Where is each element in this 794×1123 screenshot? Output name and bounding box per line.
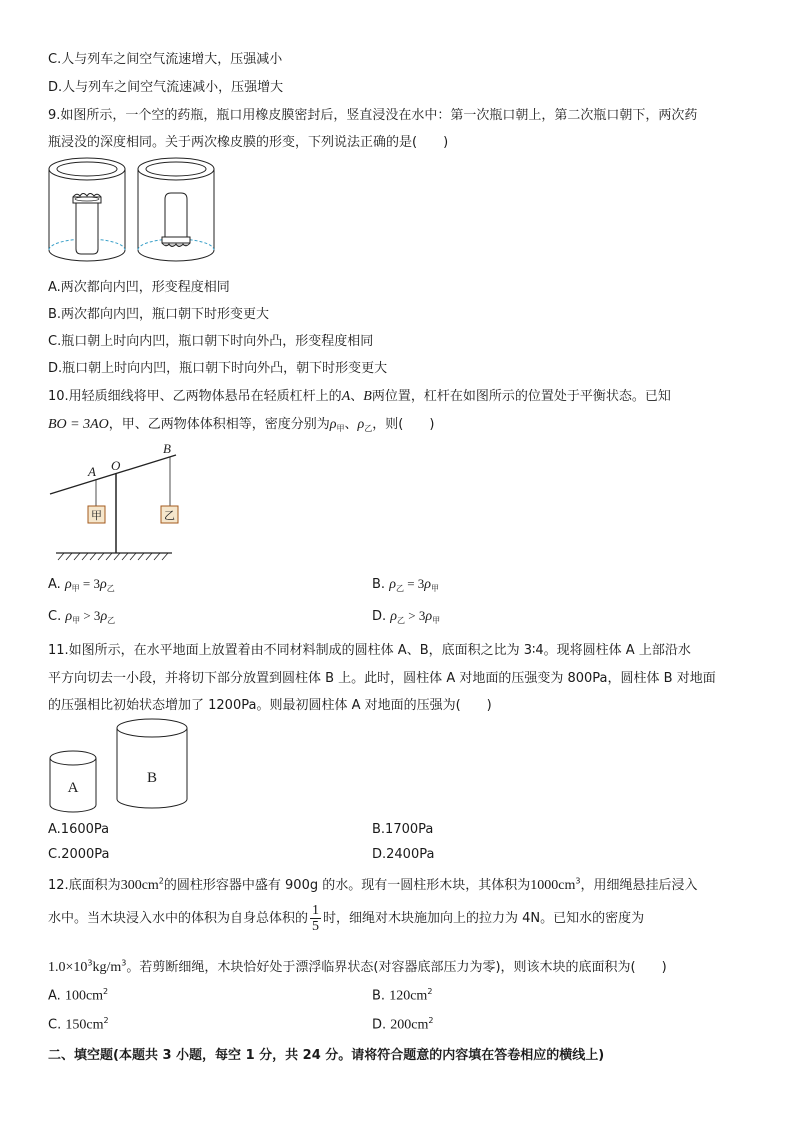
- q9-option-b: B.两次都向内凹，瓶口朝下时形变更大: [48, 307, 270, 322]
- q12-option-a: A. $100cm^2$: [48, 987, 109, 1004]
- q11-stem-line1: 11.如图所示，在水平地面上放置着由不同材料制成的圆柱体 A、B，底面积之比为 3∶4。现将圆柱体 A 上部沿水: [48, 643, 691, 658]
- q10-stem-line1: 10.用轻质细线将甲、乙两物体悬吊在轻质杠杆上的A、B两位置，杠杆在如图所示的位置处于平衡状态。已知: [48, 389, 671, 404]
- q10-stem-line2: BO = 3AO，甲、乙两物体体积相等，密度分别为$\rho_甲$、$\rho_乙$，则( ): [48, 417, 435, 433]
- beaker-bottle-down: [138, 158, 214, 261]
- q12-option-b: B. $120cm^2$: [372, 987, 433, 1004]
- q12-fraction: $\frac{1}{5}$: [312, 903, 320, 934]
- q11-option-d: D.2400Pa: [372, 847, 435, 862]
- q12-option-d: D. $200cm^2$: [372, 1016, 434, 1033]
- lever-label-o: O: [111, 458, 121, 473]
- q11-stem-line2: 平方向切去一小段，并将切下部分放置到圆柱体 B 上。此时，圆柱体 A 对地面的压强变为 800Pa，圆柱体 B 对地面: [48, 671, 716, 686]
- box-jia-label: 甲: [91, 509, 102, 522]
- q11-option-c: C.2000Pa: [48, 847, 110, 862]
- q9-option-d: D.瓶口朝上时向内凹，瓶口朝下时向外凸，朝下时形变更大: [48, 361, 388, 376]
- lever-label-b: B: [163, 441, 171, 456]
- q10-option-a: A. $\rho_甲 = 3\rho_乙$: [48, 576, 115, 593]
- beaker-bottle-up: [49, 158, 125, 261]
- q12-stem-line1: 12.底面积为$300cm^2$的圆柱形容器中盛有 900g 的水。现有一圆柱形木块，其体积为$1000cm^3$，用细绳悬挂后浸入: [48, 876, 698, 893]
- q9-stem-line1: 9.如图所示，一个空的药瓶，瓶口用橡皮膜密封后，竖直浸没在水中：第一次瓶口朝上，第二次瓶口朝下，两次药: [48, 108, 698, 123]
- q11-option-a: A.1600Pa: [48, 822, 110, 837]
- q12-stem-line2: 水中。当木块浸入水中的体积为自身总体积的 $\frac{1}{5}$ 时，细绳对木块施加向上的拉力为 4N。已知水的密度为: [48, 903, 645, 934]
- q8-option-d: D.人与列车之间空气流速减小，压强增大: [48, 80, 284, 95]
- lever-label-a: A: [88, 464, 96, 479]
- q9-option-a: A.两次都向内凹，形变程度相同: [48, 280, 230, 295]
- svg-text:A: A: [67, 780, 79, 796]
- q10-option-b: B. $\rho_乙 = 3\rho_甲$: [372, 576, 440, 593]
- q12-stem-line3: $1.0\times 10^3kg/m^3$。若剪断细绳，木块恰好处于漂浮临界状态(对容器底部压力为零)，则该木块的底面积为( ): [48, 958, 667, 975]
- cylinder-a: [50, 751, 96, 812]
- section-2-heading: 二、填空题(本题共 3 小题，每空 1 分，共 24 分。请将符合题意的内容填在答卷相应的横线上): [48, 1048, 605, 1063]
- q11-stem-line3: 的压强相比初始状态增加了 1200Pa。则最初圆柱体 A 对地面的压强为( ): [48, 698, 492, 713]
- q10-lever-figure: [48, 440, 188, 565]
- svg-text:B: B: [146, 770, 158, 786]
- q12-option-c: C. $150cm^2$: [48, 1016, 109, 1033]
- q11-cylinders-figure: [48, 718, 193, 813]
- q11-option-b: B.1700Pa: [372, 822, 434, 837]
- q8-option-c: C.人与列车之间空气流速增大，压强减小: [48, 52, 283, 67]
- q9-figure: [46, 155, 231, 267]
- q10-option-c: C. $\rho_甲 > 3\rho_乙$: [48, 608, 116, 625]
- q10-formula: BO = 3AO: [48, 417, 109, 432]
- q9-stem-line2: 瓶浸没的深度相同。关于两次橡皮膜的形变，下列说法正确的是( ): [48, 135, 449, 150]
- q9-option-c: C.瓶口朝上时向内凹，瓶口朝下时向外凸，形变程度相同: [48, 334, 374, 349]
- q10-option-d: D. $\rho_乙 > 3\rho_甲$: [372, 608, 441, 625]
- box-yi-label: 乙: [164, 509, 175, 522]
- cylinder-b: [117, 719, 187, 808]
